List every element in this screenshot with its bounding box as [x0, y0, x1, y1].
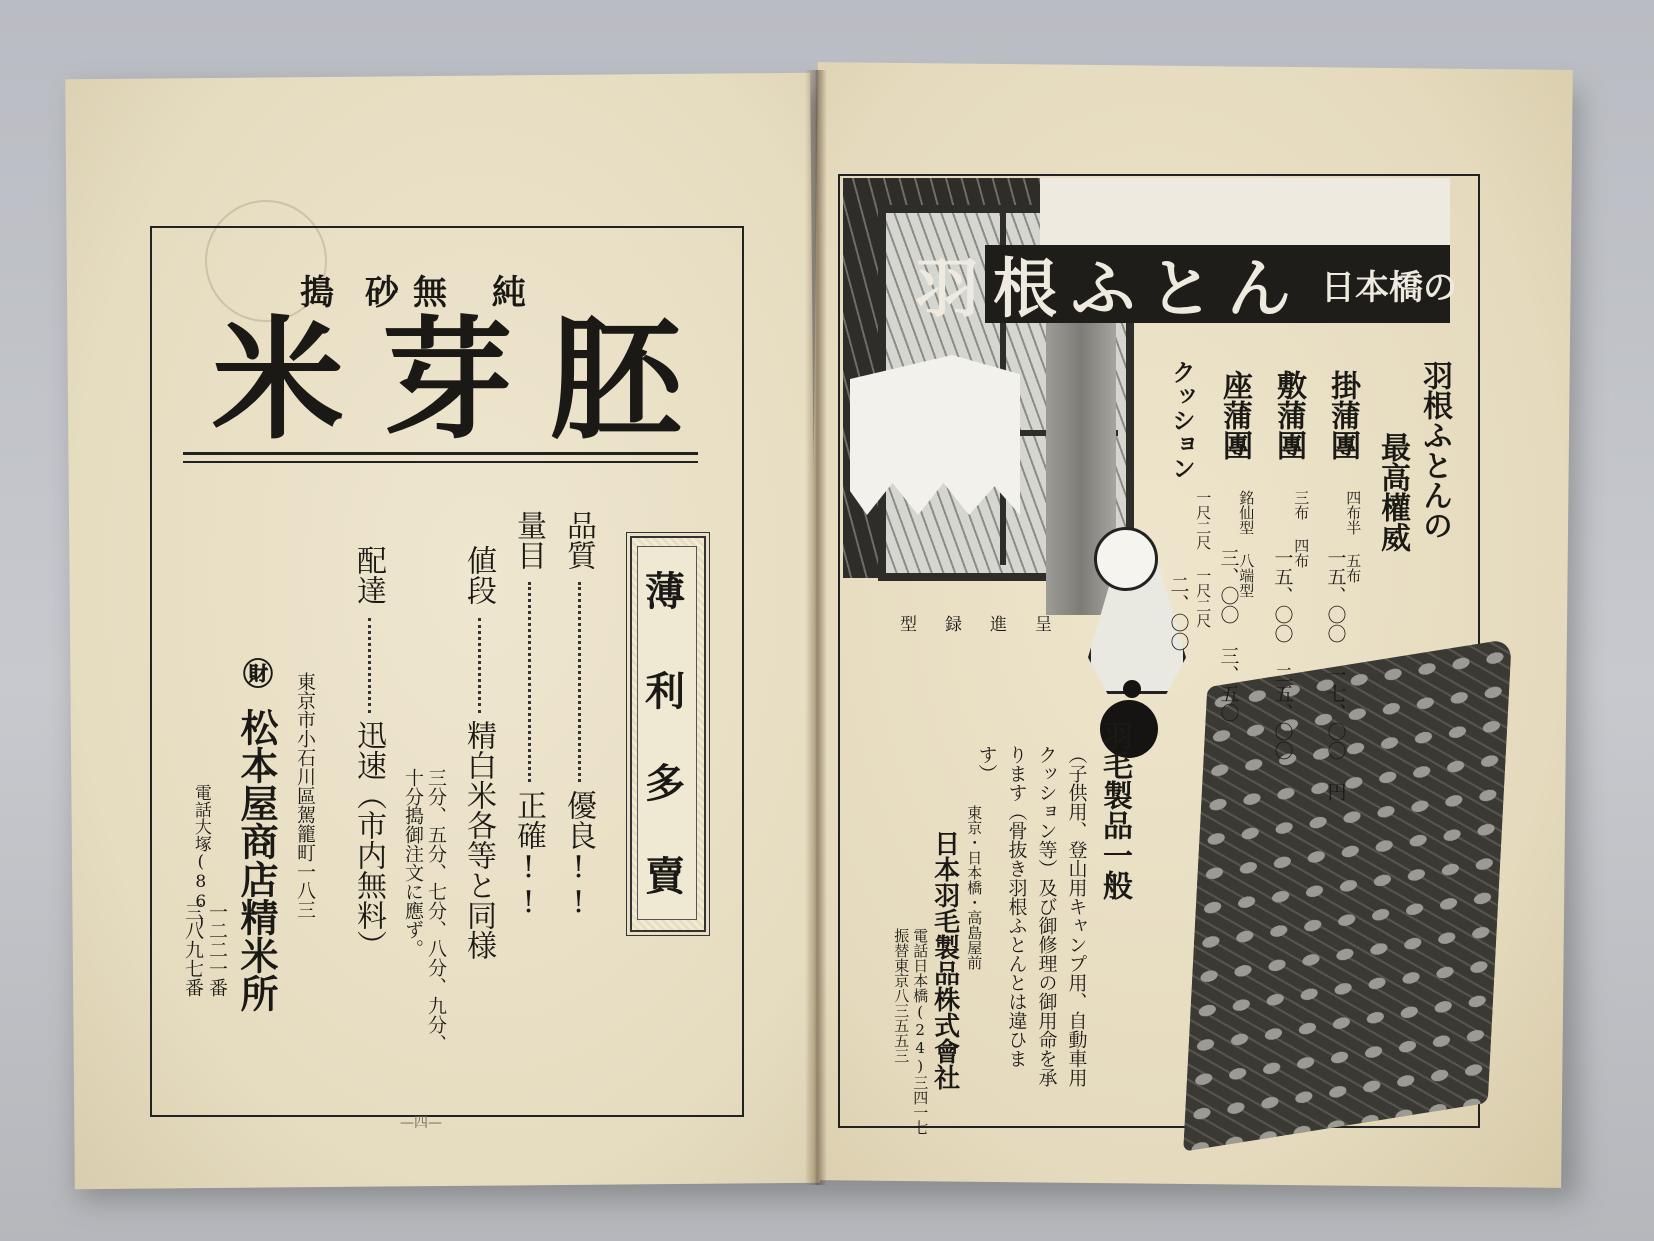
page-folio: —四— [400, 1115, 442, 1131]
phone-number: 一二二一番 [205, 902, 228, 997]
slogan-char: 利 [645, 668, 685, 715]
shop-address: 東京市小石川區駕籠町一八三 [293, 672, 316, 919]
price-value: 二、〇〇 [1167, 575, 1190, 651]
catalog-note: 型録進呈 [900, 615, 1080, 635]
title-char: 米 [212, 303, 344, 458]
products-desc: ります（骨抜き羽根ふとんとは違ひま [1005, 745, 1028, 1068]
tagline-char: 無 [413, 273, 447, 313]
title-rule [183, 452, 698, 463]
title-char: 胚 [550, 303, 682, 458]
tagline-char: 純 [492, 273, 526, 313]
products-desc: す） [975, 745, 998, 783]
title-char: 芽 [381, 303, 513, 458]
headline: 羽根ふとんの [1417, 360, 1452, 540]
spec-value-delivery: 迅速（市内無料） [351, 720, 386, 960]
price-value: 一五、〇〇 一七、〇〇 円 [1324, 548, 1347, 801]
spec-value-price: 精白米各等と同様 [461, 720, 496, 960]
rice-title [212, 303, 682, 458]
polish-note: 十分搗御注文に應ず。 [401, 768, 424, 958]
price-item: 掛蒲團 [1325, 370, 1360, 460]
slogan-char: 薄 [645, 568, 685, 615]
company-location: 東京・日本橋・高島屋前 [965, 805, 984, 970]
banner-title [915, 245, 1457, 327]
price-item: 座蒲團 [1217, 370, 1252, 460]
lamp-globe [1094, 527, 1158, 591]
shop-name: 松本屋商店精米所 [234, 708, 279, 1012]
products-desc: （子供用、登山用キャンプ用、自動車用 [1065, 745, 1088, 1087]
phone-exchange: 電話大塚(86) [190, 784, 211, 932]
spec-value-weight: 正確!! [511, 790, 546, 920]
products-desc: クッション等）及び御修理の御用命を承 [1035, 745, 1058, 1087]
price-spec: 一尺二尺 一尺二尺 [1194, 490, 1213, 628]
leader-dots [578, 582, 581, 782]
leader-dots [528, 582, 531, 782]
leader-dots [478, 618, 481, 713]
price-value: 一五、〇〇 二五、〇〇 [1271, 548, 1294, 760]
spec-value-quality: 優良!! [561, 790, 596, 920]
spec-label-price: 値段 [461, 545, 496, 605]
shop-mark-icon: ㊖ [237, 658, 272, 688]
price-item: 敷蒲團 [1271, 370, 1306, 460]
spec-label-quality: 品質 [561, 510, 596, 570]
banner-title-text: 羽根ふとん [915, 252, 1305, 327]
price-spec: 三布 四布 [1292, 490, 1311, 568]
slogan-char: 賣 [645, 853, 685, 900]
company-name: 日本羽毛製品株式會社 [929, 830, 960, 1090]
price-value: 三、〇〇 三、五〇 [1217, 548, 1240, 722]
leader-dots [368, 618, 371, 713]
tagline-char: 砂 [365, 273, 399, 313]
spec-label-weight: 量目 [511, 510, 546, 570]
slogan-char: 多 [645, 760, 685, 807]
price-item: クッション [1167, 360, 1197, 480]
headline: 最高權威 [1375, 432, 1410, 552]
company-transfer: 振替東京八三五五三 [892, 928, 911, 1063]
banner-prefix: 日本橋の [1321, 267, 1457, 308]
phone-number: 三八九七番 [181, 902, 204, 997]
book-spine [805, 70, 827, 1185]
polish-note: 三分、五分、七分、八分、九分、 [424, 768, 447, 1053]
price-spec: 銘仙型 八端型 [1237, 490, 1256, 598]
products-title: 羽毛製品一般 [1097, 720, 1132, 900]
tagline-char: 搗 [300, 273, 334, 313]
lamp-pull [1123, 680, 1141, 698]
price-spec: 四布半 五布 [1344, 490, 1363, 583]
company-phone: 電話日本橋(24)三四一七 [911, 928, 930, 1135]
spec-label-delivery: 配達 [351, 545, 386, 605]
